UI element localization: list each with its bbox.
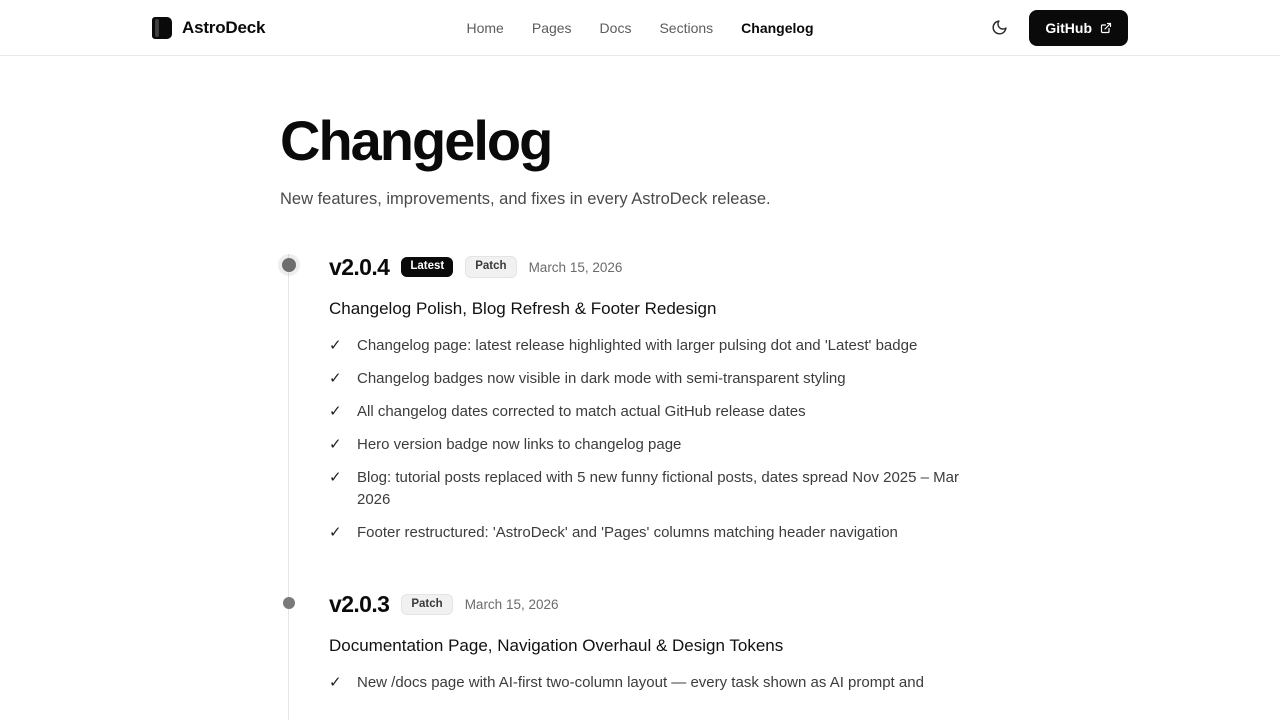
brand-name: AstroDeck xyxy=(182,17,266,37)
changelog-timeline xyxy=(288,254,1280,720)
main-nav xyxy=(466,20,813,36)
list-item xyxy=(329,368,989,390)
list-item xyxy=(329,522,989,544)
changelog-page xyxy=(0,56,1280,720)
release-date: March 15, 2026 xyxy=(464,596,559,612)
release-items xyxy=(329,335,1280,544)
release-entry xyxy=(329,254,1280,591)
release-entry xyxy=(329,591,1280,720)
status-badge-patch: Patch xyxy=(465,256,516,278)
github-button-label: GitHub xyxy=(1045,19,1092,36)
moon-icon[interactable] xyxy=(985,14,1013,42)
release-date: March 15, 2026 xyxy=(528,259,623,275)
nav-item-docs[interactable]: Docs xyxy=(599,19,632,36)
nav-item-changelog[interactable]: Changelog xyxy=(741,19,814,36)
site-header xyxy=(0,0,1280,56)
check-icon: ✓ xyxy=(329,523,342,541)
release-version: v2.0.3 xyxy=(329,590,390,617)
list-item-text: Changelog badges now visible in dark mode with semi-transparent styling xyxy=(357,369,846,387)
nav-item-pages[interactable]: Pages xyxy=(531,19,572,36)
release-items xyxy=(329,672,1280,694)
list-item-text: New /docs page with AI-first two-column layout — every task shown as AI prompt and xyxy=(357,673,924,691)
check-icon: ✓ xyxy=(329,369,342,387)
release-title: Documentation Page, Navigation Overhaul & Design Tokens xyxy=(329,635,784,655)
brand[interactable] xyxy=(152,17,265,39)
list-item xyxy=(329,434,989,456)
list-item-text: Blog: tutorial posts replaced with 5 new funny fictional posts, dates spread Nov 2025 – Mar 2026 xyxy=(357,468,959,508)
timeline-dot-latest xyxy=(282,258,296,272)
cube-logo-icon xyxy=(152,17,172,39)
github-button[interactable] xyxy=(1029,10,1128,46)
check-icon: ✓ xyxy=(329,435,342,453)
release-version: v2.0.4 xyxy=(329,253,390,280)
timeline-dot xyxy=(283,597,295,609)
status-badge-patch: Patch xyxy=(401,594,452,616)
list-item xyxy=(329,335,989,357)
page-subtitle: New features, improvements, and fixes in every AstroDeck release. xyxy=(280,189,771,208)
list-item xyxy=(329,401,989,423)
header-actions xyxy=(985,10,1128,46)
list-item-text: Footer restructured: 'AstroDeck' and 'Pages' columns matching header navigation xyxy=(357,523,898,541)
check-icon: ✓ xyxy=(329,468,342,486)
external-link-icon xyxy=(1100,22,1112,34)
status-badge-latest: Latest xyxy=(401,257,453,277)
list-item xyxy=(329,467,989,511)
check-icon: ✓ xyxy=(329,336,342,354)
check-icon: ✓ xyxy=(329,673,342,691)
list-item-text: Changelog page: latest release highlighted with larger pulsing dot and 'Latest' badge xyxy=(357,336,918,354)
page-title: Changelog xyxy=(280,109,552,172)
release-header xyxy=(329,254,1280,281)
release-title: Changelog Polish, Blog Refresh & Footer Redesign xyxy=(329,298,717,318)
release-header xyxy=(329,591,1280,618)
list-item xyxy=(329,672,989,694)
list-item-text: Hero version badge now links to changelog page xyxy=(357,435,682,453)
check-icon: ✓ xyxy=(329,402,342,420)
list-item-text: All changelog dates corrected to match actual GitHub release dates xyxy=(357,402,806,420)
nav-item-home[interactable]: Home xyxy=(466,19,504,36)
nav-item-sections[interactable]: Sections xyxy=(659,19,714,36)
